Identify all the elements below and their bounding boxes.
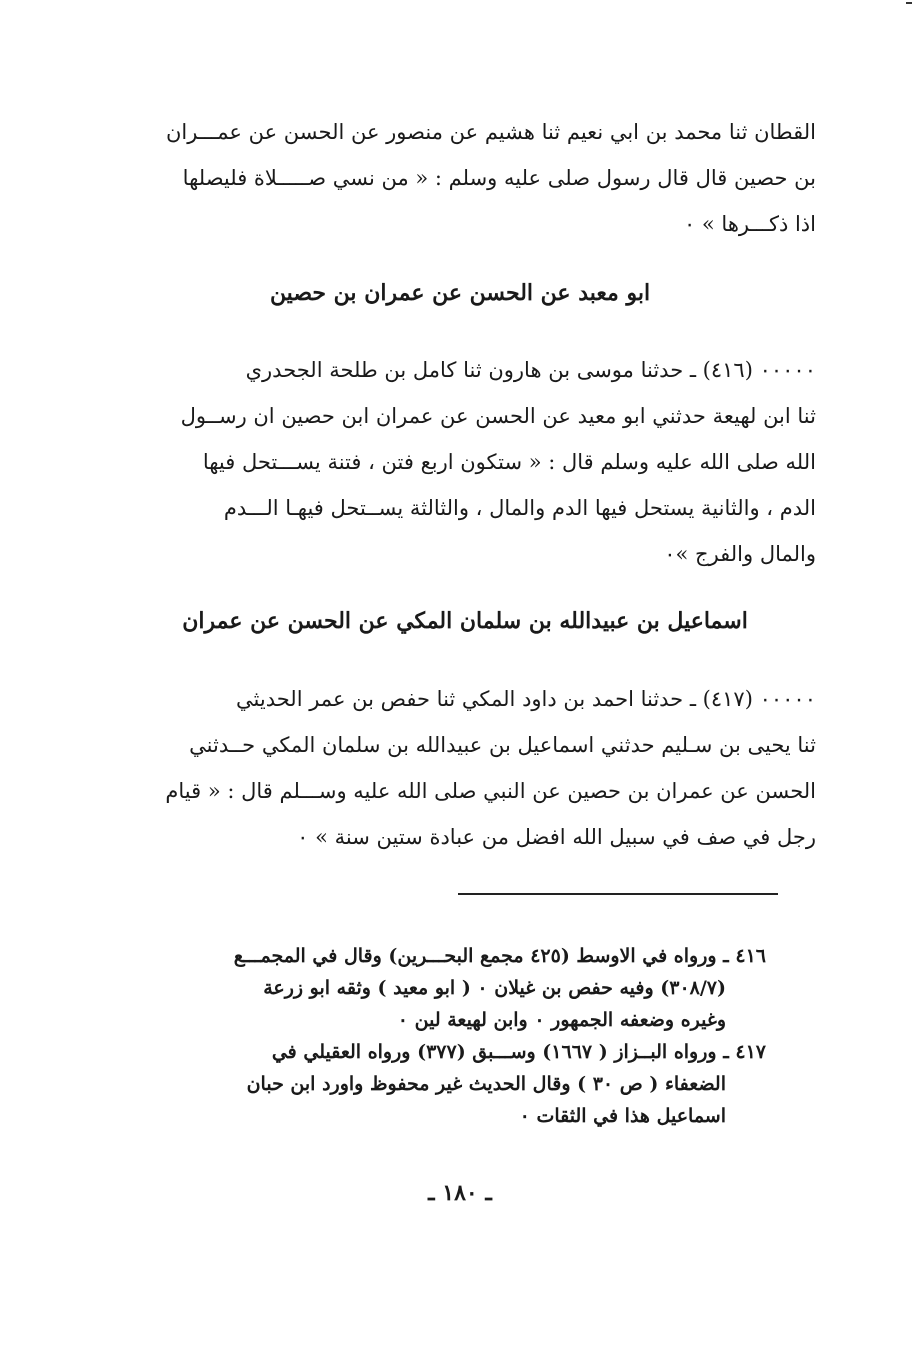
section-heading-abu-maabad: ابو معبد عن الحسن عن عمران بن حصين [269, 280, 651, 306]
text-line: ثنا يحيى بن سـليم حدثني اسماعيل بن عبيدالله بن سلمان المكي حــدثني [189, 733, 816, 757]
footnote-line: ٤١٦ ـ ورواه في الاوسط (٤٢٥ مجمع البحـــرين) وقال في المجمـــع [233, 945, 766, 967]
footnote-line: (٣٠٨/٧) وفيه حفص بن غيلان ٠ ( ابو معيد ) وثقه ابو زرعة [263, 977, 726, 999]
text-line: اذا ذكـــرها » ٠ [683, 212, 816, 236]
text-line: رجل في صف في سبيل الله افضل من عبادة ستين سنة » ٠ [297, 825, 816, 849]
hadith-416 [106, 347, 816, 577]
section-heading-ismail: اسماعيل بن عبيدالله بن سلمان المكي عن الحسن عن عمران [182, 608, 748, 634]
text-line: الدم ، والثانية يستحل فيها الدم والمال ، والثالثة يســتحل فيهـا الـــدم [223, 496, 816, 520]
footnotes [106, 940, 766, 1132]
hadith-417 [106, 676, 816, 860]
hadith-continuation [106, 109, 816, 247]
text-line: الله صلى الله عليه وسلم قال : « ستكون اربع فتن ، فتنة يســـتحل فيها [202, 450, 816, 474]
footnote-line: اسماعيل هذا في الثقات ٠ [519, 1105, 726, 1127]
text-line: ثنا ابن لهيعة حدثني ابو معيد عن الحسن عن عمران ابن حصين ان رســول [180, 404, 816, 428]
text-line: بن حصين قال قال رسول صلى عليه وسلم : « من نسي صـــــلاة فليصلها [182, 166, 816, 190]
text-line: ٠٠٠٠٠ (٤١٧) ـ حدثنا احمد بن داود المكي ثنا حفص بن عمر الحديثي [236, 687, 816, 711]
footnote-separator [458, 893, 778, 895]
footnote-line: الضعفاء ( ص ٣٠ ) وقال الحديث غير محفوظ واورد ابن حبان [246, 1073, 726, 1095]
text-line: ٠٠٠٠٠ (٤١٦) ـ حدثنا موسى بن هارون ثنا كامل بن طلحة الجحدري [245, 358, 816, 382]
footnote-line: ٤١٧ ـ ورواه البــزاز ( ١٦٦٧) وســـبق (٣٧٧) ورواه العقيلي في [271, 1041, 766, 1063]
corner-mark [906, 2, 912, 10]
text-line: الحسن عن عمران بن حصين عن النبي صلى الله عليه وســـلم قال : « قيام [165, 779, 816, 803]
footnote-line: وغيره وضعفه الجمهور ٠ وابن لهيعة لين ٠ [397, 1009, 726, 1031]
text-line: والمال والفرج »٠ [664, 542, 816, 566]
page-number: ـ ١٨٠ ـ [428, 1180, 492, 1206]
text-line: القطان ثنا محمد بن ابي نعيم ثنا هشيم عن منصور عن الحسن عن عمـــران [165, 120, 816, 144]
